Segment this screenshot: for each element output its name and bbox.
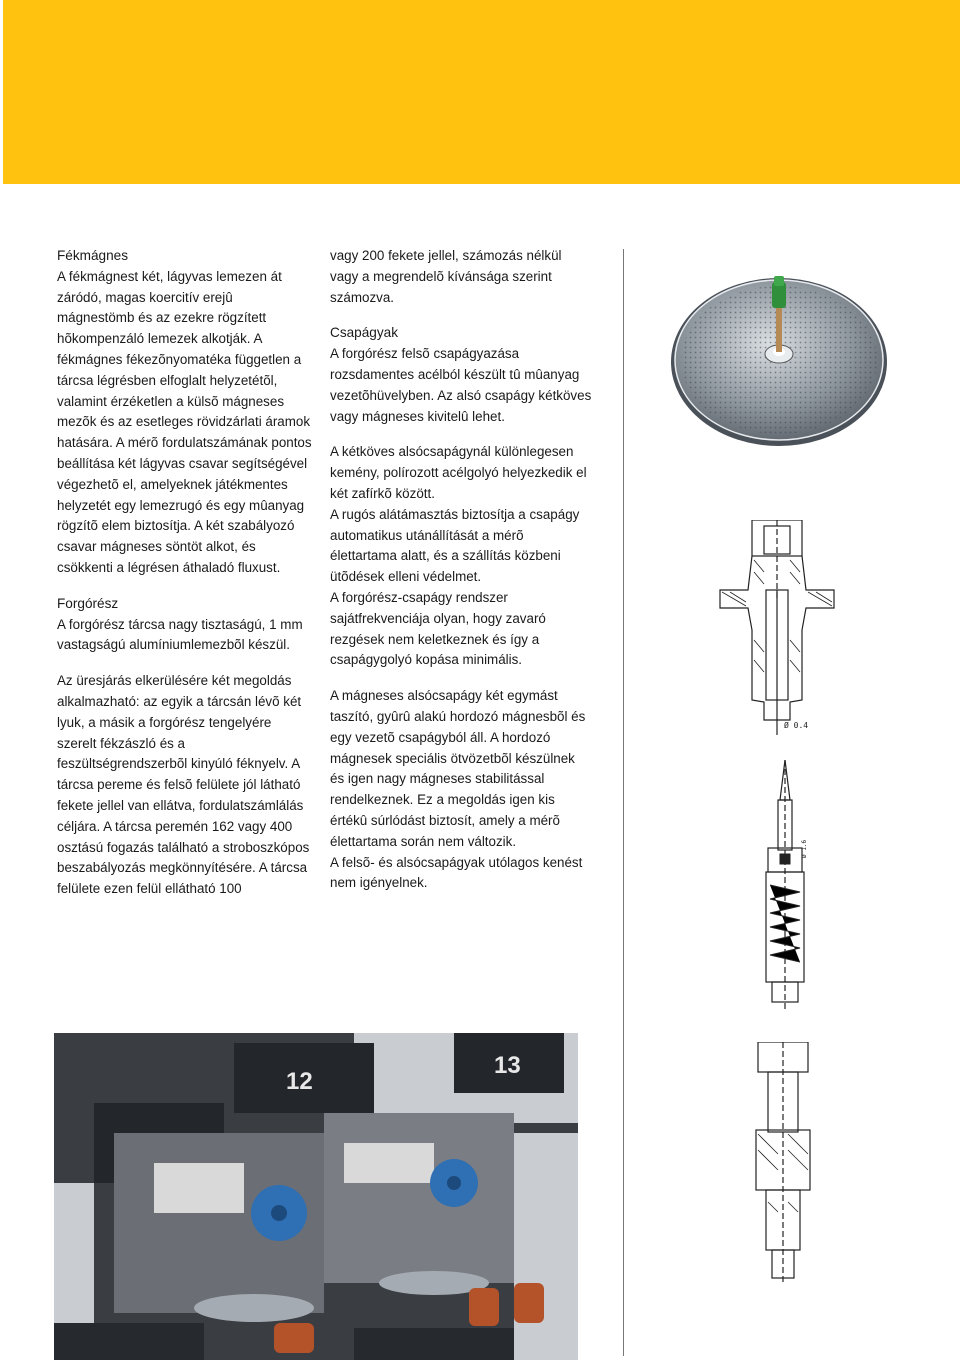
meter-number: 12 — [286, 1068, 313, 1095]
paragraph: Az üresjárás elkerülésére két megoldás alkalmazható: az egyik a tárcsán lévõ két lyuk, a másik a forgórész tengelyére szerelt fékzászló és a feszültségrendszerbõl kinyúló féknyelv. A tárcsa pereme és felsõ felülete jól látható fekete jellel van ellátva, fordulatszámlálás céljára. A tárcsa peremén 162 vagy 400 osztású fogazás található a stroboszkópos beszabályozás megkönnyítésére. A tárcsa felülete ezen felül ellátható 100 — [57, 673, 310, 897]
paragraph: A forgórész-csapágy rendszer sajátfrekvenciája olyan, hogy zavaró rezgések nem keletkeznek és így a csapágygolyó kopása minimális. — [330, 589, 546, 668]
middle-text-column — [330, 246, 592, 894]
section-heading-csapagyak: Csapágyak — [330, 325, 399, 341]
electricity-meters-photo — [54, 1033, 578, 1360]
paragraph: A felsõ- és alsócsapágyak utólagos kenést nem igényelnek. — [330, 854, 583, 891]
lower-bearing-drawing — [740, 760, 830, 1010]
header-banner — [3, 0, 960, 184]
dimension-label: Ø 1.6 — [801, 839, 808, 858]
magnetic-bearing-drawing — [738, 1042, 828, 1282]
meter-number: 13 — [494, 1052, 521, 1079]
paragraph: A kétköves alsócsapágynál különlegesen kemény, polírozott acélgolyó helyezkedik el két zafírkõ között. — [330, 444, 587, 501]
paragraph: vagy 200 fekete jellel, számozás nélkül vagy a megrendelõ kívánsága szerint számozva. — [330, 248, 562, 305]
paragraph: A fékmágnest két, lágyvas lemezen át záródó, magas koercitív erejû mágnestömb és az ezekre rögzített hõkompenzáló lemezek alkotják. A fékmágnes fékezõnyomatéka független a tárcsa légrésben elfoglalt helyzetétõl, valamint érzéketlen a külsõ mágneses mezõk és az esetleges rövidzárlati áramok hatására. A mérõ fordulatszámának pontos beállítása két lágyvas csavar segítségével végezhetõ el, amelyeknek játékmentes helyzetét egy lemezrugó és egy mûanyag rögzítõ elem biztosítja. A két szabályozó csavar mágneses söntöt alkot, és csökkenti a légrésen áthaladó fluxust. — [57, 268, 312, 575]
paragraph: A forgórész felsõ csapágyazása rozsdamentes acélból készült tû mûanyag vezetõhüvelyben. Az alsó csapágy kétköves vagy mágneses kivitelû lehet. — [330, 346, 592, 424]
section-heading-fekmagnes: Fékmágnes — [57, 248, 129, 263]
paragraph: A mágneses alsócsapágy két egymást taszító, gyûrû alakú hordozó mágnesbõl és egy vezetõ csapágyból áll. A hordozó mágnesek speciális ötvözetbõl készülnek és igen nagy mágneses stabilitással rendelkeznek. Ez a megoldás igen kis értékû súrlódást biztosít, amely a mérõ élettartama során nem változik. — [330, 688, 586, 849]
paragraph: A rugós alátámasztás biztosítja a csapágy automatikus utánállítását a mérõ élettartama alatt, és a szállítás közbeni ütõdések elleni védelmet. — [330, 506, 580, 585]
paragraph: A forgórész tárcsa nagy tisztaságú, 1 mm vastagságú alumíniumlemezbõl készül. — [57, 616, 303, 653]
column-divider — [623, 249, 624, 1356]
left-text-column — [57, 246, 312, 900]
section-heading-forgoresz: Forgórész — [57, 595, 119, 611]
upper-bearing-drawing — [712, 520, 842, 735]
rotor-disc-image — [668, 270, 890, 490]
dimension-label: Ø 0.4 — [784, 721, 809, 730]
